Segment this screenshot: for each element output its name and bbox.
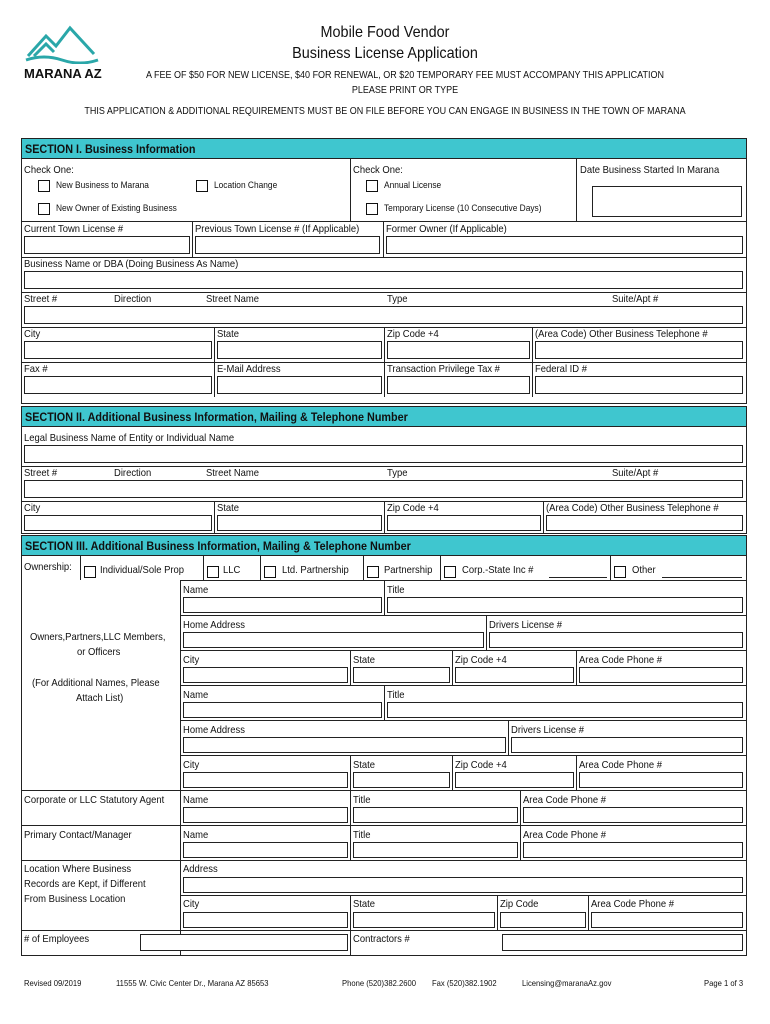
divider [21,362,747,363]
owner2-state-field[interactable] [353,772,450,788]
federal-id-label: Federal ID # [535,363,588,375]
owner2-city-field[interactable] [183,772,348,788]
tpt-field[interactable] [387,376,530,394]
fax-field[interactable] [24,376,212,394]
business-name-label: Business Name or DBA (Doing Business As Name) [24,258,239,270]
agent-label: Corporate or LLC Statutory Agent [24,794,165,806]
primary-phone-label: Area Code Phone # [523,829,607,841]
mailing-state-field[interactable] [217,515,382,531]
owner2-phone-field[interactable] [579,772,743,788]
print-note: PLEASE PRINT OR TYPE [351,85,459,96]
individual-checkbox[interactable] [84,566,96,578]
owner2-name-label: Name [183,689,209,701]
divider [21,860,747,861]
employees-label: # of Employees [24,933,90,945]
divider [384,580,385,615]
divider [350,755,351,790]
state-field[interactable] [217,341,382,359]
owner1-state-field[interactable] [353,667,450,683]
divider [21,930,747,931]
records-label-3: From Business Location [24,893,126,905]
owners-label-2: or Officers [77,646,121,658]
divider [180,755,747,756]
current-license-label: Current Town License # [24,223,124,235]
divider [21,825,747,826]
owner1-name-field[interactable] [183,597,382,613]
divider [384,685,385,720]
logo-text: MARANA AZ [24,66,102,81]
legal-name-field[interactable] [24,445,743,463]
records-zip-field[interactable] [500,912,586,928]
partnership-checkbox[interactable] [367,566,379,578]
corp-checkbox[interactable] [444,566,456,578]
owners-label: Owners,Partners,LLC Members, [30,631,166,643]
divider [363,556,364,580]
section2-header: SECTION II. Additional Business Information, Mailing & Telephone Number [21,406,747,427]
section3-header: SECTION III. Additional Business Information, Mailing & Telephone Number [21,535,747,556]
owner1-zip-field[interactable] [455,667,574,683]
divider [350,650,351,685]
divider [383,221,384,257]
owner1-license-label: Drivers License # [489,619,563,631]
agent-phone-label: Area Code Phone # [523,794,607,806]
divider [440,556,441,580]
divider [520,790,521,825]
divider [203,556,204,580]
owner1-phone-label: Area Code Phone # [579,654,663,666]
divider [508,720,509,755]
other-checkbox[interactable] [614,566,626,578]
divider [180,580,747,581]
email-label: E-Mail Address [217,363,281,375]
primary-title-label: Title [353,829,371,841]
primary-phone-field[interactable] [523,842,743,858]
divider [576,755,577,790]
section1-header: SECTION I. Business Information [21,138,747,159]
owner2-address-field[interactable] [183,737,506,753]
owner2-zip-field[interactable] [455,772,574,788]
owner1-address-label: Home Address [183,619,245,631]
phone-label: (Area Code) Other Business Telephone # [535,328,708,340]
records-zip-label: Zip Code [500,898,539,910]
mailing-street-field[interactable] [24,480,743,498]
legal-name-label: Legal Business Name of Entity or Individual Name [24,432,235,444]
owner2-title-field[interactable] [387,702,743,718]
business-name-field[interactable] [24,271,743,289]
divider [214,501,215,534]
contractors-label: Contractors # [353,933,410,945]
divider [588,895,589,930]
date-started-field[interactable] [592,186,742,217]
records-label-2: Records are Kept, if Different [24,878,146,890]
suite-label: Suite/Apt # [612,293,659,305]
owner1-zip-label: Zip Code +4 [455,654,507,666]
state-label: State [217,502,240,514]
records-phone-label: Area Code Phone # [591,898,675,910]
divider [350,895,351,930]
owner1-phone-field[interactable] [579,667,743,683]
owner2-name-field[interactable] [183,702,382,718]
temporary-license-label: Temporary License (10 Consecutive Days) [384,203,542,214]
divider [260,556,261,580]
location-change-label: Location Change [214,180,278,191]
owner1-city-field[interactable] [183,667,348,683]
page-number: Page 1 of 3 [704,978,744,988]
records-city-field[interactable] [183,912,348,928]
mailing-city-field[interactable] [24,515,212,531]
records-address-field[interactable] [183,877,743,893]
former-owner-label: Former Owner (If Applicable) [386,223,507,235]
agent-title-field[interactable] [353,807,518,823]
town-phone: Phone (520)382.2600 [342,978,417,988]
annual-license-label: Annual License [384,180,442,191]
corp-number-field[interactable] [549,577,607,578]
other-field[interactable] [662,577,742,578]
divider [520,825,521,860]
agent-title-label: Title [353,794,371,806]
owner1-name-label: Name [183,584,209,596]
city-field[interactable] [24,341,212,359]
divider [180,650,747,651]
llc-label: LLC [223,564,241,576]
new-business-checkbox[interactable] [38,180,50,192]
owner1-state-label: State [353,654,376,666]
town-fax: Fax (520)382.1902 [432,978,497,988]
llc-checkbox[interactable] [207,566,219,578]
phone-label: (Area Code) Other Business Telephone # [546,502,719,514]
divider [350,790,351,825]
divider [576,650,577,685]
owner2-license-label: Drivers License # [511,724,585,736]
owner2-title-label: Title [387,689,405,701]
mailing-zip-field[interactable] [387,515,541,531]
mailing-phone-field[interactable] [546,515,743,531]
divider [350,825,351,860]
primary-name-label: Name [183,829,209,841]
ltd-partnership-checkbox[interactable] [264,566,276,578]
current-license-field[interactable] [24,236,190,254]
divider [576,159,577,221]
ltd-partnership-label: Ltd. Partnership [282,564,349,576]
street-no-label: Street # [24,467,58,479]
requirement-note: THIS APPLICATION & ADDITIONAL REQUIREMENTS MUST BE ON FILE BEFORE YOU CAN ENGAGE IN BUSINESS IN THE TOWN OF MARANA [84,106,686,117]
divider [486,615,487,650]
records-state-label: State [353,898,376,910]
licensing-email[interactable]: Licensing@maranaAz.gov [522,978,612,988]
fee-note: A FEE OF $50 FOR NEW LICENSE, $40 FOR RENEWAL, OR $20 TEMPORARY FEE MUST ACCOMPANY THIS APPLICATION [146,70,664,81]
federal-id-field[interactable] [535,376,743,394]
owner2-license-field[interactable] [511,737,743,753]
primary-contact-label: Primary Contact/Manager [24,829,132,841]
street-no-label: Street # [24,293,58,305]
divider [180,895,747,896]
zip-label: Zip Code +4 [387,328,439,340]
former-owner-field[interactable] [386,236,743,254]
primary-title-field[interactable] [353,842,518,858]
mountain-logo-icon [24,24,102,64]
street-name-label: Street Name [206,293,260,305]
divider [497,895,498,930]
owner2-city-label: City [183,759,200,771]
revised-date: Revised 09/2019 [24,978,82,988]
date-started-label: Date Business Started In Marana [580,164,720,176]
phone-field[interactable] [535,341,743,359]
email-field[interactable] [217,376,382,394]
previous-license-field[interactable] [195,236,380,254]
type-label: Type [387,467,408,479]
check-one-label-a: Check One: [24,164,74,176]
attach-note: (For Additional Names, Please [32,677,160,689]
direction-label: Direction [114,467,152,479]
records-city-label: City [183,898,200,910]
attach-note-2: Attach List) [76,692,124,704]
agent-name-label: Name [183,794,209,806]
state-label: State [217,328,240,340]
divider [452,650,453,685]
agent-phone-field[interactable] [523,807,743,823]
divider [192,221,193,257]
owner2-zip-label: Zip Code +4 [455,759,507,771]
divider [350,930,351,956]
divider [384,501,385,534]
owner1-city-label: City [183,654,200,666]
town-logo [24,24,104,82]
form-subtitle: Business License Application [292,45,478,62]
owner2-phone-label: Area Code Phone # [579,759,663,771]
annual-license-checkbox[interactable] [366,180,378,192]
location-change-checkbox[interactable] [196,180,208,192]
divider [543,501,544,534]
owner1-address-field[interactable] [183,632,484,648]
contractors-field[interactable] [502,934,743,951]
divider [180,580,181,956]
primary-name-field[interactable] [183,842,348,858]
owner1-title-label: Title [387,584,405,596]
zip-label: Zip Code +4 [387,502,439,514]
fax-label: Fax # [24,363,48,375]
records-state-field[interactable] [353,912,495,928]
owner2-state-label: State [353,759,376,771]
town-address: 11555 W. Civic Center Dr., Marana AZ 85653 [116,978,269,988]
city-label: City [24,502,41,514]
divider [610,556,611,580]
temporary-license-checkbox[interactable] [366,203,378,215]
street-address-field[interactable] [24,306,743,324]
direction-label: Direction [114,293,152,305]
corp-label: Corp.-State Inc # [462,564,534,576]
new-business-label: New Business to Marana [56,180,149,191]
records-address-label: Address [183,863,218,875]
divider [350,159,351,221]
divider [21,790,747,791]
owner1-title-field[interactable] [387,597,743,613]
divider [180,720,747,721]
ownership-label: Ownership: [24,561,72,573]
agent-name-field[interactable] [183,807,348,823]
previous-license-label: Previous Town License # (If Applicable) [195,223,360,235]
new-owner-label: New Owner of Existing Business [56,203,177,214]
owner1-license-field[interactable] [489,632,743,648]
other-label: Other [632,564,656,576]
form-title: Mobile Food Vendor [320,24,450,41]
street-name-label: Street Name [206,467,260,479]
check-one-label-b: Check One: [353,164,403,176]
divider [180,685,747,686]
suite-label: Suite/Apt # [612,467,659,479]
partnership-label: Partnership [384,564,433,576]
divider [452,755,453,790]
divider [180,615,747,616]
divider [80,556,81,580]
tpt-label: Transaction Privilege Tax # [387,363,500,375]
zip-field[interactable] [387,341,530,359]
section3-frame [21,556,747,956]
records-phone-field[interactable] [591,912,743,928]
type-label: Type [387,293,408,305]
divider [21,221,747,222]
owner2-address-label: Home Address [183,724,245,736]
individual-label: Individual/Sole Prop [100,564,185,576]
city-label: City [24,328,41,340]
records-label: Location Where Business [24,863,132,875]
employees-field[interactable] [140,934,348,951]
new-owner-checkbox[interactable] [38,203,50,215]
